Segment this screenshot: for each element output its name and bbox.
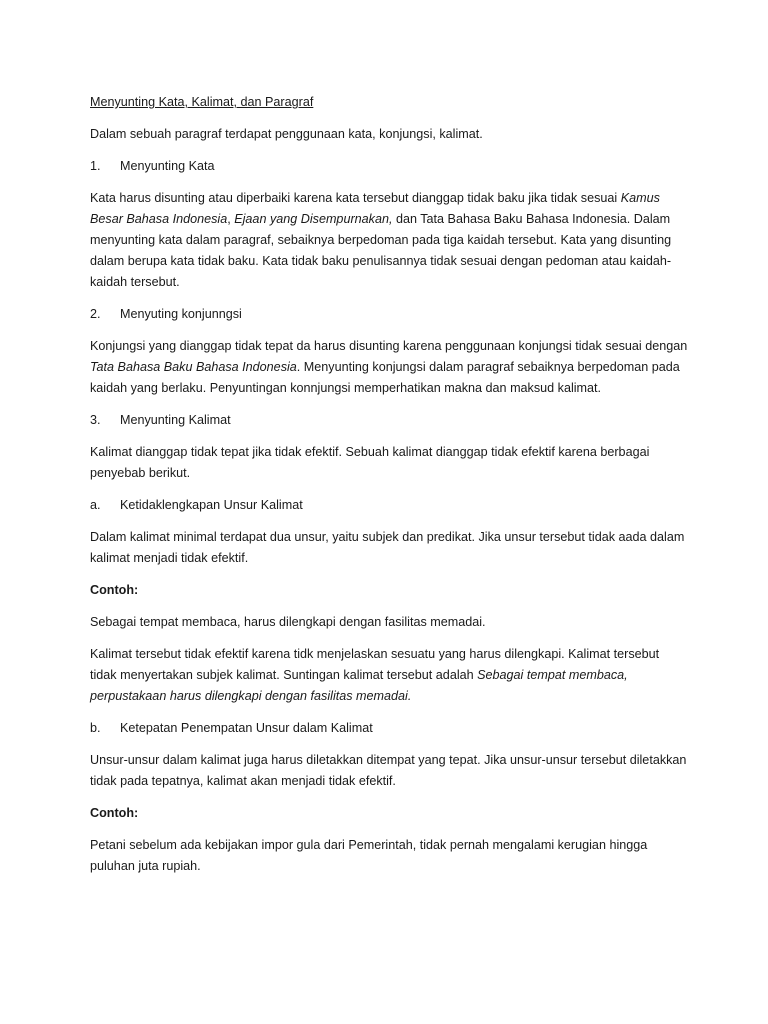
- document-title: Menyunting Kata, Kalimat, dan Paragraf: [90, 95, 314, 109]
- subsection-a-paragraph: Dalam kalimat minimal terdapat dua unsur, yaitu subjek dan predikat. Jika unsur tersebut tidak aada dalam kalimat menjadi tidak efektif.: [90, 530, 685, 565]
- section-3-heading: [90, 410, 688, 431]
- subsection-b-title: Ketepatan Penempatan Unsur dalam Kalimat: [120, 721, 373, 735]
- section-1-title: Menyunting Kata: [120, 159, 215, 173]
- section-1-heading: [90, 156, 688, 177]
- section-2-text-a: Konjungsi yang dianggap tidak tepat da harus disunting karena penggunaan konjungsi tidak sesuai dengan: [90, 339, 688, 353]
- section-1-italic-eyd: Ejaan yang Disempurnakan,: [234, 212, 393, 226]
- section-2-title: Menyuting konjunngsi: [120, 307, 242, 321]
- subsection-b-example: Petani sebelum ada kebijakan impor gula dari Pemerintah, tidak pernah mengalami kerugian hingga puluhan juta rupiah.: [90, 838, 648, 873]
- subsection-b-heading: [90, 718, 688, 739]
- subsection-a-heading: [90, 495, 688, 516]
- subsection-a-contoh-label: Contoh:: [90, 583, 139, 597]
- section-2-number: 2.: [90, 307, 101, 321]
- subsection-a-explanation-italic: Sebagai tempat membaca, perpustakaan harus dilengkapi dengan fasilitas memadai.: [90, 668, 628, 703]
- section-2-heading: [90, 304, 688, 325]
- section-3-paragraph: Kalimat dianggap tidak tepat jika tidak efektif. Sebuah kalimat dianggap tidak efektif karena berbagai penyebab berikut.: [90, 445, 650, 480]
- section-2-italic-tbbbi: Tata Bahasa Baku Bahasa Indonesia: [90, 360, 297, 374]
- section-2-paragraph: [90, 336, 688, 399]
- intro-paragraph: Dalam sebuah paragraf terdapat penggunaan kata, konjungsi, kalimat.: [90, 127, 483, 141]
- subsection-b-letter: b.: [90, 721, 101, 735]
- section-1-italic-kbbi: Kamus Besar Bahasa Indonesia: [90, 191, 660, 226]
- section-1-paragraph: [90, 188, 688, 293]
- subsection-b-paragraph: Unsur-unsur dalam kalimat juga harus diletakkan ditempat yang tepat. Jika unsur-unsur tersebut diletakkan tidak pada tepatnya, kalimat akan menjadi tidak efektif.: [90, 753, 687, 788]
- subsection-a-title: Ketidaklengkapan Unsur Kalimat: [120, 498, 303, 512]
- section-1-text-b: ,: [227, 212, 235, 226]
- subsection-b-contoh-label: Contoh:: [90, 806, 139, 820]
- subsection-a-explanation: [90, 644, 688, 707]
- section-3-number: 3.: [90, 413, 101, 427]
- subsection-a-letter: a.: [90, 498, 101, 512]
- section-2-text-b: . Menyunting konjungsi dalam paragraf sebaiknya berpedoman pada kaidah yang berlaku. Penyuntingan konnjungsi memperhatikan makna dan maksud kalimat.: [90, 360, 680, 395]
- section-1-text-a: Kata harus disunting atau diperbaiki karena kata tersebut dianggap tidak baku jika tidak sesuai: [90, 191, 621, 205]
- section-1-number: 1.: [90, 159, 101, 173]
- section-3-title: Menyunting Kalimat: [120, 413, 231, 427]
- subsection-a-explanation-text: Kalimat tersebut tidak efektif karena tidk menjelaskan sesuatu yang harus dilengkapi. Kalimat tersebut tidak menyertakan subjek kalimat. Suntingan kalimat tersebut adalah: [90, 647, 660, 682]
- subsection-a-example: Sebagai tempat membaca, harus dilengkapi dengan fasilitas memadai.: [90, 615, 486, 629]
- section-1-text-c: dan Tata Bahasa Baku Bahasa Indonesia. Dalam menyunting kata dalam paragraf, sebaiknya berpedoman pada tiga kaidah tersebut. Kata yang disunting dalam berupa kata tidak baku. Kata tidak baku penulisannya tidak sesuai dengan pedoman atau kaidah-kaidah tersebut.: [90, 212, 672, 289]
